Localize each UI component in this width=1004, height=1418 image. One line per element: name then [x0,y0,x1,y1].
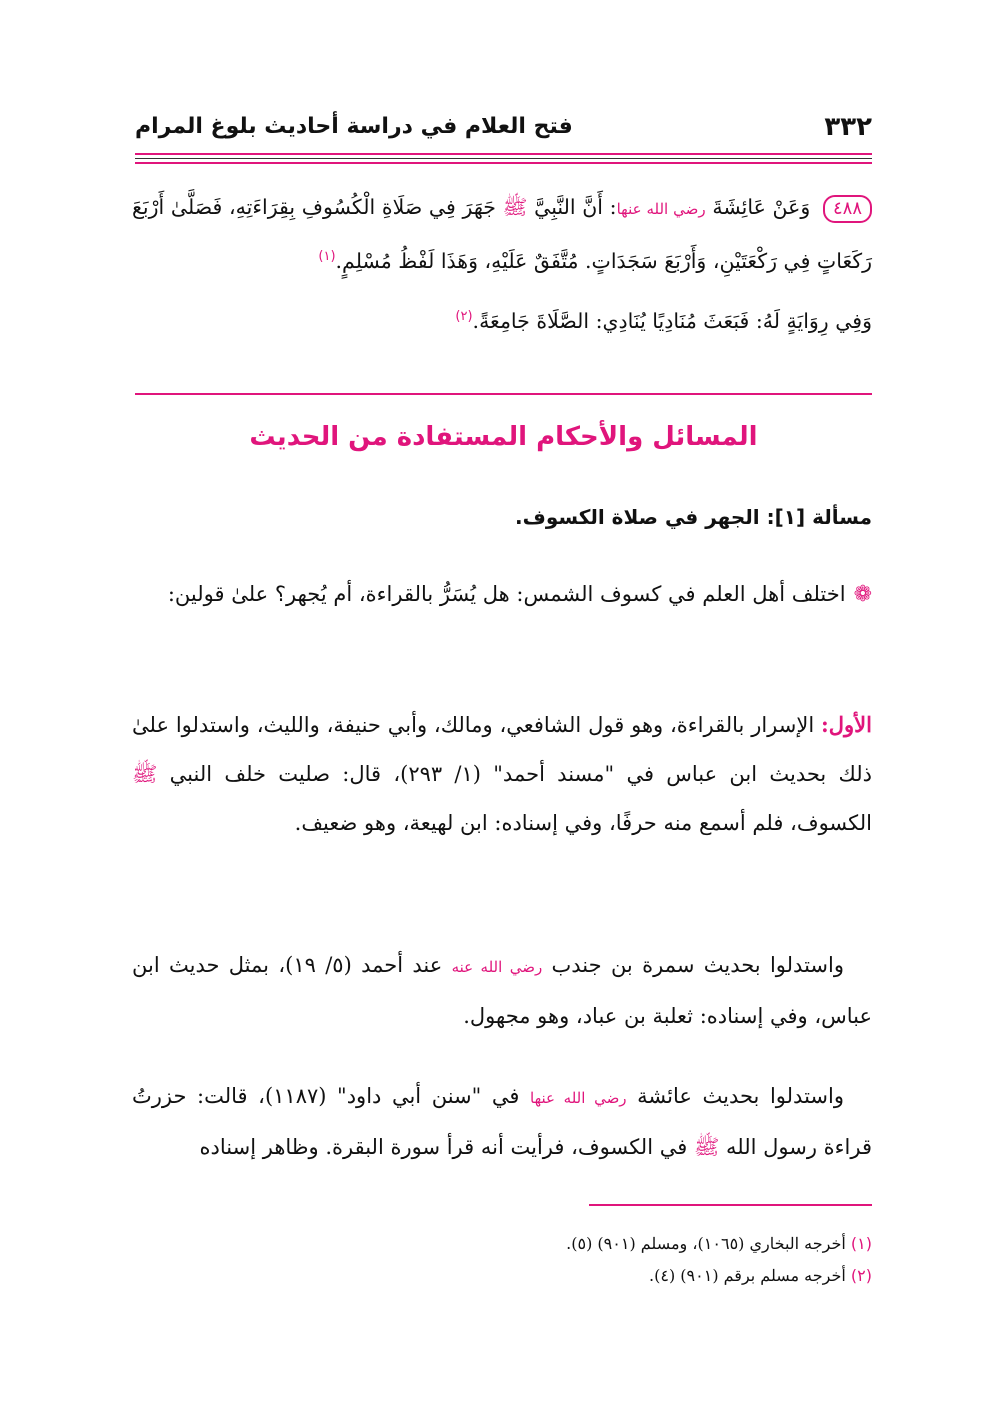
paragraph-aisha-text-a: واستدلوا بحديث عائشة [637,1084,844,1108]
issue-heading [515,505,872,529]
salawat-glyph: ﷺ [502,195,528,219]
hadith-second-paragraph [132,293,872,345]
page-number: ٣٣٢ [824,112,872,142]
flower-ornament-icon: ❁ [853,582,872,607]
header-rule-bottom [135,162,872,164]
footnote-1 [132,1228,872,1260]
hadith-main-paragraph [132,183,872,285]
paragraph-aisha-text-b: في "سنن أبي داود" (١١٨٧)، قالت: حزرتُ قراءة رسول الله [132,1084,872,1159]
opinion-label: الأول: [821,712,872,737]
hadith-number-badge: ٤٨٨ [823,195,872,223]
footnote-number: (١) [850,1234,872,1253]
salawat-glyph: ﷺ [132,762,158,786]
paragraph-intro-text: اختلف أهل العلم في كسوف الشمس: هل يُسَرُّ بالقراءة، أم يُجهر؟ علىٰ قولين: [167,582,846,606]
hadith-text [132,183,872,345]
paragraph-samura-text-a: واستدلوا بحديث سمرة بن جندب [551,953,844,977]
hadith-intro: وَعَنْ عَائِشَةَ [712,195,811,219]
footnotes [132,1228,872,1292]
hadith-body: جَهَرَ فِي صَلَاةِ الْكُسُوفِ بِقِرَاءَتِهِ، فَصَلَّىٰ أَرْبَعَ رَكَعَاتٍ فِي رَكْعَتَيْنِ، وَأَرْبَعَ سَجَدَاتٍ. مُتَّفَقٌ عَلَيْهِ، وَهَذَا لَفْظُ مُسْلِمٍ. [132,195,872,273]
radiya-glyph: رضي الله عنها [530,1089,627,1107]
footnote-ref-1[interactable]: (١) [318,249,336,264]
radiya-glyph: رضي الله عنها [616,200,706,218]
footnote-text: أخرجه البخاري (١٠٦٥)، ومسلم (٩٠١) (٥). [566,1234,846,1253]
section-divider [135,393,872,395]
paragraph-samura [132,941,872,1041]
paragraph-first-opinion-text-b: الكسوف، فلم أسمع منه حرفًا، وفي إسناده: ابن لهيعة، وهو ضعيف. [294,811,872,835]
header-rule-top [135,153,872,155]
hadith-intro-post: : أَنَّ النَّبِيَّ [534,195,617,219]
paragraph-intro [132,570,872,619]
page-header [135,112,872,152]
header-rule-middle [135,158,872,159]
radiya-glyph: رضي الله عنه [451,958,543,976]
paragraph-aisha [132,1072,872,1172]
salawat-glyph: ﷺ [693,1135,720,1159]
paragraph-first-opinion [132,700,872,848]
paragraph-samura-text-b: عند أحمد (٥/ ١٩)، بمثل حديث ابن عباس، وفي إسناده: ثعلبة بن عباد، وهو مجهول. [132,953,872,1028]
hadith-riwaya: وَفِي رِوَايَةٍ لَهُ: فَبَعَثَ مُنَادِيًا يُنَادِي: الصَّلَاةَ جَامِعَةً. [472,308,872,333]
footnote-ref-2[interactable]: (٢) [455,308,473,324]
footnote-text: أخرجه مسلم برقم (٩٠١) (٤). [649,1266,846,1285]
footnote-2 [132,1260,872,1292]
issue-label: مسألة [١]: [766,505,872,529]
paragraph-first-opinion-text-a: الإسرار بالقراءة، وهو قول الشافعي، ومالك، وأبي حنيفة، والليث، واستدلوا علىٰ ذلك بحديث ابن عباس في "مسند أحمد" (١/ ٢٩٣)، قال: صليت خلف النبي [132,713,872,786]
issue-title: الجهر في صلاة الكسوف. [514,505,760,529]
paragraph-aisha-text-c: في الكسوف، فرأيت أنه قرأ سورة البقرة. وظاهر إسناده [199,1135,688,1159]
footnote-rule [589,1204,872,1206]
footnote-number: (٢) [850,1266,872,1285]
book-title: فتح العلام في دراسة أحاديث بلوغ المرام [135,114,573,139]
section-title: المسائل والأحكام المستفادة من الحديث [249,422,758,452]
